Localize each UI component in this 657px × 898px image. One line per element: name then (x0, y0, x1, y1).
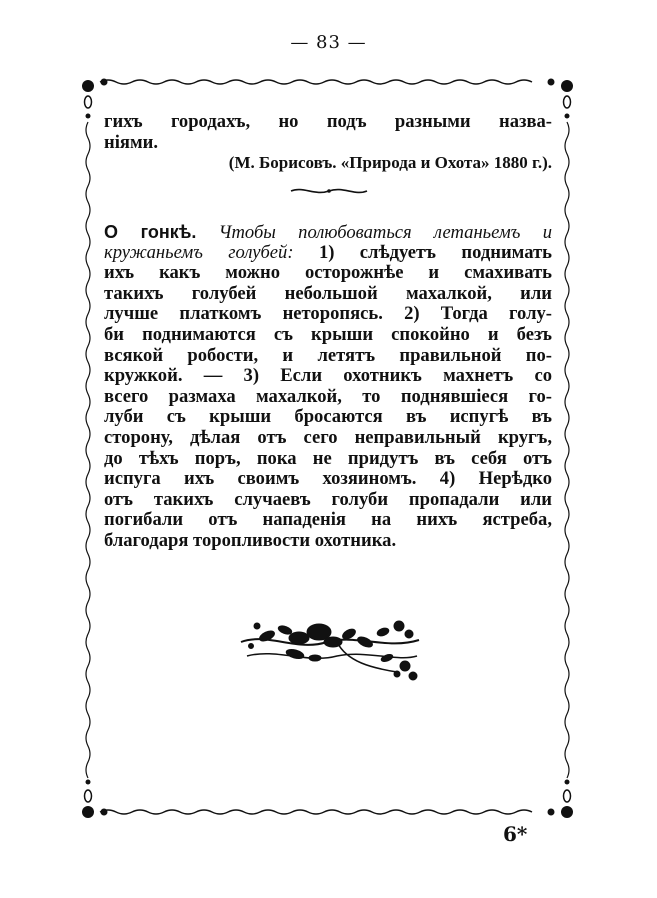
corner-ornament-bottom-left (82, 780, 108, 819)
section-line: отъ такихъ случаевъ голуби пропадали или (104, 488, 552, 510)
section-line-text: 1) слѣдуетъ поднимать (293, 241, 553, 263)
section-line: сторону, дѣлая отъ сего неправильный кругъ, (104, 426, 552, 448)
section-separator-ornament (289, 184, 369, 198)
frame-left-border (86, 122, 90, 778)
frame-top-border (100, 80, 532, 84)
section-first-line (104, 222, 552, 243)
section-line: такихъ голубей небольшой махалкой, или (104, 282, 552, 304)
quote-line-1: гихъ городахъ, но подъ разными назва- (104, 111, 552, 132)
section-line: кружкой. — 3) Если охотникъ махнетъ со (104, 365, 552, 387)
section-line (104, 243, 552, 264)
frame-bottom-border (100, 810, 532, 814)
section-text (104, 222, 552, 552)
corner-ornament-bottom-right (548, 780, 574, 819)
section-line: луби съ крыши бросаются въ испугѣ въ (104, 406, 552, 428)
frame-right-border (565, 122, 569, 778)
section-line: би поднимаются съ крыши спокойно и безъ (104, 323, 552, 345)
signature-mark: 6* (503, 822, 528, 846)
section-line: лучше платкомъ неторопясь. 2) Тогда голу- (104, 303, 552, 325)
section-line: всякой робости, и летятъ правильной по- (104, 344, 552, 366)
section-line: благодаря торопливости охотника. (104, 529, 397, 551)
quote-attribution: (М. Борисовъ. «Природа и Охота» 1880 г.). (228, 153, 552, 173)
section-line: испуга ихъ своимъ хозяиномъ. 4) Нерѣдко (104, 468, 552, 490)
body-text (104, 112, 552, 174)
section-line: ихъ какъ можно осторожнѣе и смахивать (104, 262, 552, 284)
section-line: всего размаха махалкой, то поднявшіеся го- (104, 385, 552, 407)
page-number: — 83 — (290, 32, 367, 53)
section-line: до тѣхъ поръ, пока не придутъ въ себя отъ (104, 447, 552, 469)
section-italic-tail: кружаньемъ голубей: (104, 241, 294, 263)
section-italic-lead: Чтобы полюбоваться летаньемъ и (218, 222, 552, 243)
quote-line-2: ніями. (104, 131, 158, 153)
section-line: погибали отъ нападенія на нихъ ястреба, (104, 509, 552, 531)
section-heading: О гонкѣ. (104, 222, 197, 242)
floral-vignette (237, 612, 422, 687)
